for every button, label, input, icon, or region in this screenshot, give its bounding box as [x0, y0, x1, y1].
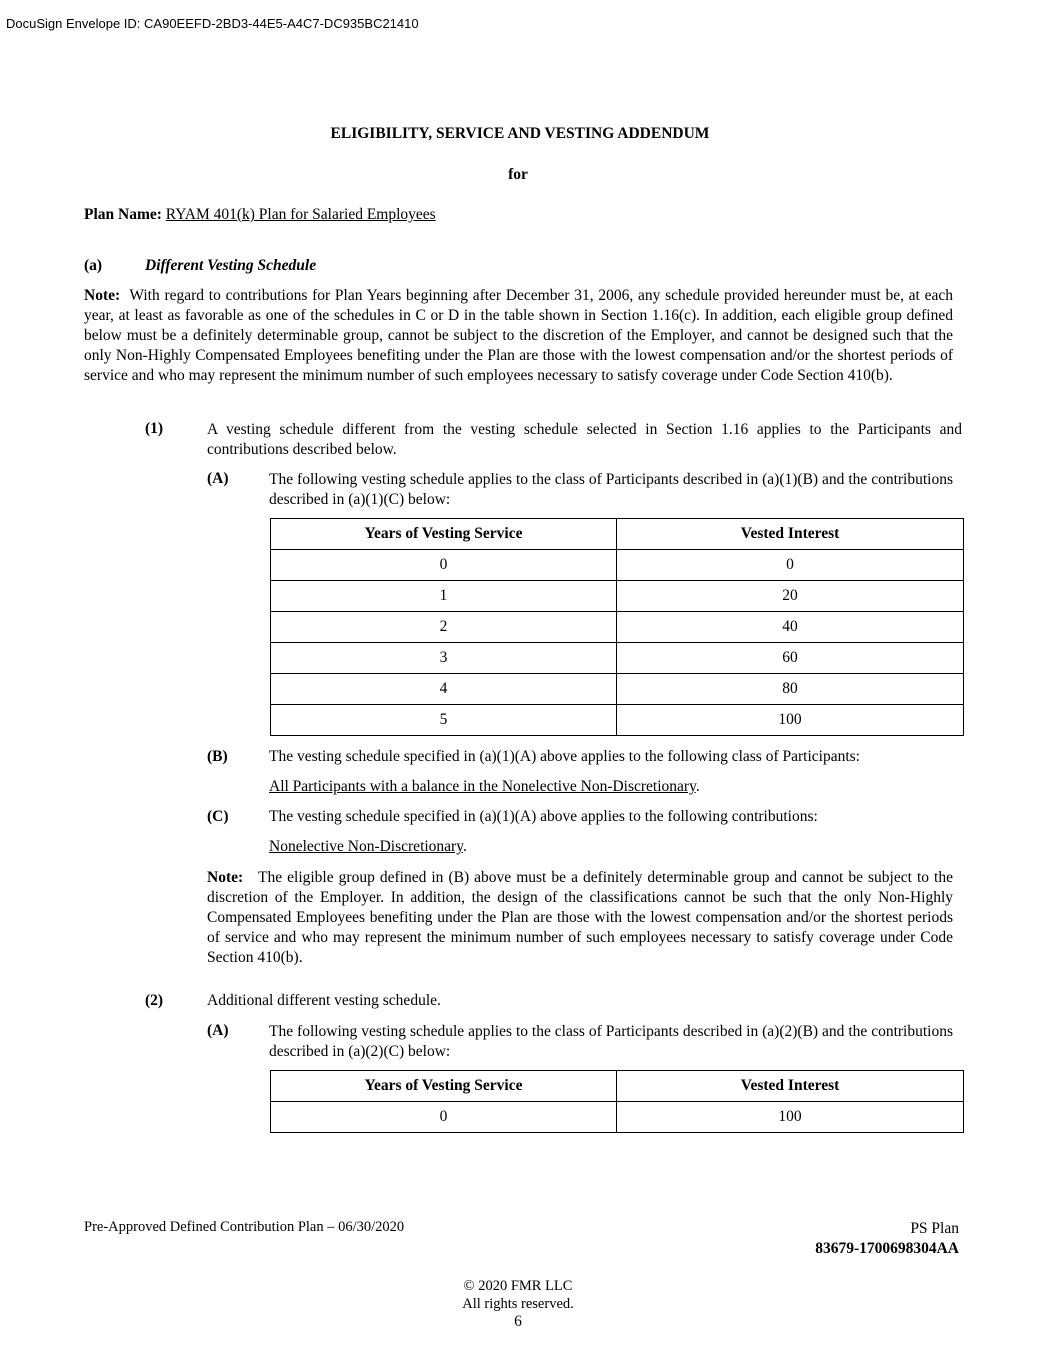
footer-plan-number: 83679-1700698304AA: [815, 1240, 959, 1257]
header-vested-interest: Vested Interest: [617, 519, 964, 550]
item-1a-text: The following vesting schedule applies to the class of Participants described in (a)(1)(B) and the contributions described in (a)(1)(C) below:: [269, 471, 953, 508]
years-cell: 4: [271, 674, 617, 705]
footer-plan-type: PS Plan: [910, 1220, 959, 1237]
years-cell: 0: [271, 550, 617, 581]
table-row: [271, 705, 964, 736]
table-header-row: [271, 519, 964, 550]
note-text: The eligible group defined in (B) above must be a definitely determinable group and cannot be subject to the discretion of the Employer. In addition, the design of the classifications cannot be such that the only Non-Highly Compensated Employees benefiting under the Plan are those with the lowest compensation and/or the shortest periods of service and who may represent the minimum number of such employees necessary to satisfy coverage under Code Section 410(b).: [207, 869, 953, 966]
years-cell: 1: [271, 581, 617, 612]
item-2-text: Additional different vesting schedule.: [207, 992, 441, 1009]
item-2a-text: The following vesting schedule applies to the class of Participants described in (a)(2)(B) and the contributions described in (a)(2)(C) below:: [269, 1023, 953, 1060]
table-row: [271, 1102, 964, 1133]
table-row: [271, 643, 964, 674]
item-1b-text: The vesting schedule specified in (a)(1)(A) above applies to the following class of Participants:: [269, 748, 860, 765]
vested-cell: 100: [617, 705, 964, 736]
document-title: ELIGIBILITY, SERVICE AND VESTING ADDENDUM: [330, 125, 710, 142]
item-1b-answer: All Participants with a balance in the Nonelective Non-Discretionary: [269, 778, 696, 795]
section-a-heading: Different Vesting Schedule: [145, 257, 317, 274]
years-cell: 3: [271, 643, 617, 674]
item-1c-marker: (C): [207, 808, 229, 825]
item-1-marker: (1): [145, 420, 164, 437]
section-a-marker: (a): [84, 257, 103, 274]
vested-cell: 60: [617, 643, 964, 674]
table-row: [271, 612, 964, 643]
header-years-of-vesting-service: Years of Vesting Service: [271, 519, 617, 550]
vesting-schedule-table-2: [270, 1070, 964, 1133]
footer-copyright: [0, 1277, 1036, 1331]
item-1c-answer-suffix: .: [462, 838, 467, 855]
item-1c-answer: Nonelective Non-Discretionary: [269, 838, 463, 855]
plan-name-label: Plan Name:: [84, 206, 162, 223]
vesting-schedule-table-1: [270, 518, 964, 736]
plan-name-value: RYAM 401(k) Plan for Salaried Employees: [165, 206, 436, 223]
note-label: Note:: [84, 287, 121, 304]
item-1a-marker: (A): [207, 470, 229, 487]
table-row: [271, 674, 964, 705]
vested-cell: 100: [617, 1102, 964, 1133]
table-header-row: [271, 1071, 964, 1102]
item-1b-marker: (B): [207, 748, 228, 765]
plan-name-line: [84, 206, 436, 224]
item-1c-text: The vesting schedule specified in (a)(1)(A) above applies to the following contributions:: [269, 808, 818, 825]
item-1-text: A vesting schedule different from the vesting schedule selected in Section 1.16 applies to the Participants and contributions described below.: [207, 421, 962, 458]
vested-cell: 0: [617, 550, 964, 581]
item-2-marker: (2): [145, 992, 164, 1009]
note-text: With regard to contributions for Plan Years beginning after December 31, 2006, any schedule provided hereunder must be, at each year, at least as favorable as one of the schedules in C or D in the table shown in Section 1.16(c). In addition, each eligible group defined below must be a definitely determinable group, cannot be subject to the discretion of the Employer, and cannot be designed such that the only Non-Highly Compensated Employees benefiting under the Plan are those with the lowest compensation and/or the shortest periods of service and who may represent the minimum number of such employees necessary to satisfy coverage under Code Section 410(b).: [84, 287, 953, 384]
item-1b-answer-suffix: .: [695, 778, 700, 795]
page-number: 6: [514, 1313, 522, 1330]
vested-cell: 40: [617, 612, 964, 643]
item-2a-marker: (A): [207, 1022, 229, 1039]
docusign-envelope-id: DocuSign Envelope ID: CA90EEFD-2BD3-44E5-A4C7-DC935BC21410: [6, 16, 419, 31]
footer-plan-edition: Pre-Approved Defined Contribution Plan – 06/30/2020: [84, 1219, 405, 1235]
footer-plan-id: [815, 1219, 959, 1259]
table-row: [271, 581, 964, 612]
header-vested-interest: Vested Interest: [617, 1071, 964, 1102]
vested-cell: 80: [617, 674, 964, 705]
item-1b-answer-line: [269, 778, 700, 796]
table-row: [271, 550, 964, 581]
header-years-of-vesting-service: Years of Vesting Service: [271, 1071, 617, 1102]
years-cell: 2: [271, 612, 617, 643]
years-cell: 0: [271, 1102, 617, 1133]
rights-line: All rights reserved.: [462, 1296, 574, 1312]
item-1c-answer-line: [269, 838, 467, 856]
section-a-note: [84, 286, 953, 386]
years-cell: 5: [271, 705, 617, 736]
note-label: Note:: [207, 869, 244, 886]
item-1-note: [207, 868, 953, 968]
copyright-line: © 2020 FMR LLC: [463, 1278, 573, 1294]
vested-cell: 20: [617, 581, 964, 612]
for-label: for: [508, 166, 528, 183]
